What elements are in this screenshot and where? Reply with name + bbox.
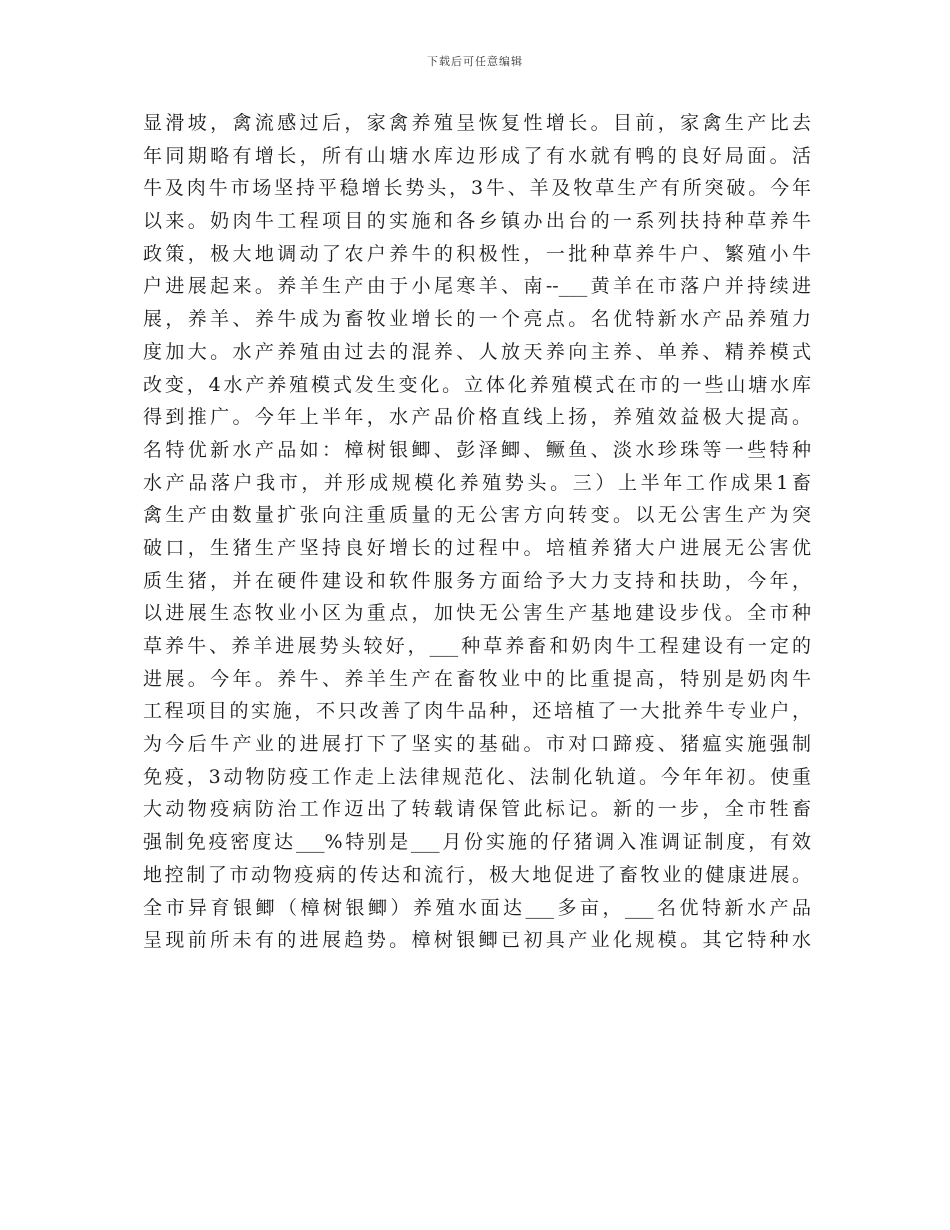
text-line: 工程项目的实施，不只改善了肉牛品种，还培植了一大批养牛专业户， [143,700,811,723]
text-line: 禽生产由数量扩张向注重质量的无公害方向转变。以无公害生产为突 [143,504,811,527]
text-line: 破口，生猪生产坚持良好增长的过程中。培植养猪大户进展无公害优 [143,536,811,559]
text-line: 年同期略有增长，所有山塘水库边形成了有水就有鸭的良好局面。活 [143,144,811,167]
text-line: 大动物疫病防治工作迈出了转载请保管此标记。新的一步，全市牲畜 [143,798,811,821]
text-line: 水产品落户我市，并形成规模化养殖势头。三）上半年工作成果1畜 [143,471,811,494]
text-line: 改变，4水产养殖模式发生变化。立体化养殖模式在市的一些山塘水库 [143,373,811,396]
text-line: 以来。奶肉牛工程项目的实施和各乡镇办出台的一系列扶持种草养牛 [143,210,811,233]
page-header-note: 下载后可任意编辑 [427,55,523,68]
text-line: 质生猪，并在硬件建设和软件服务方面给予大力支持和扶助，今年， [143,569,811,592]
text-line: 进展。今年。养牛、养羊生产在畜牧业中的比重提高，特别是奶肉牛 [143,667,811,690]
text-line: 免疫，3动物防疫工作走上法律规范化、法制化轨道。今年年初。使重 [143,765,811,788]
text-line: 牛及肉牛市场坚持平稳增长势头，3牛、羊及牧草生产有所突破。今年 [143,177,811,200]
text-line: 政策，极大地调动了农户养牛的积极性，一批种草养牛户、繁殖小牛 [143,242,811,265]
text-line: 强制免疫密度达___%特别是___月份实施的仔猪调入准调证制度，有效 [143,831,811,854]
body-text [143,107,811,957]
text-line: 呈现前所未有的进展趋势。樟树银鲫已初具产业化规模。其它特种水 [143,929,811,952]
text-line: 以进展生态牧业小区为重点，加快无公害生产基地建设步伐。全市种 [143,602,811,625]
text-line: 展，养羊、养牛成为畜牧业增长的一个亮点。名优特新水产品养殖力 [143,308,811,331]
text-line: 草养牛、养羊进展势头较好，___种草养畜和奶肉牛工程建设有一定的 [143,635,811,657]
text-line: 得到推广。今年上半年，水产品价格直线上扬，养殖效益极大提高。 [143,406,811,429]
text-line: 显滑坡，禽流感过后，家禽养殖呈恢复性增长。目前，家禽生产比去 [143,112,811,134]
text-line: 名特优新水产品如：樟树银鲫、彭泽鲫、鳜鱼、淡水珍珠等一些特种 [143,438,811,461]
text-line: 全市异育银鲫（樟树银鲫）养殖水面达___多亩，___名优特新水产品 [143,896,811,919]
text-line: 户进展起来。养羊生产由于小尾寒羊、南--___黄羊在市落户并持续进 [143,275,811,298]
text-line: 度加大。水产养殖由过去的混养、人放天养向主养、单养、精养模式 [143,340,811,363]
text-line: 为今后牛产业的进展打下了坚实的基础。市对口蹄疫、猪瘟实施强制 [143,733,811,756]
text-line: 地控制了市动物疫病的传达和流行，极大地促进了畜牧业的健康进展。 [143,863,811,886]
